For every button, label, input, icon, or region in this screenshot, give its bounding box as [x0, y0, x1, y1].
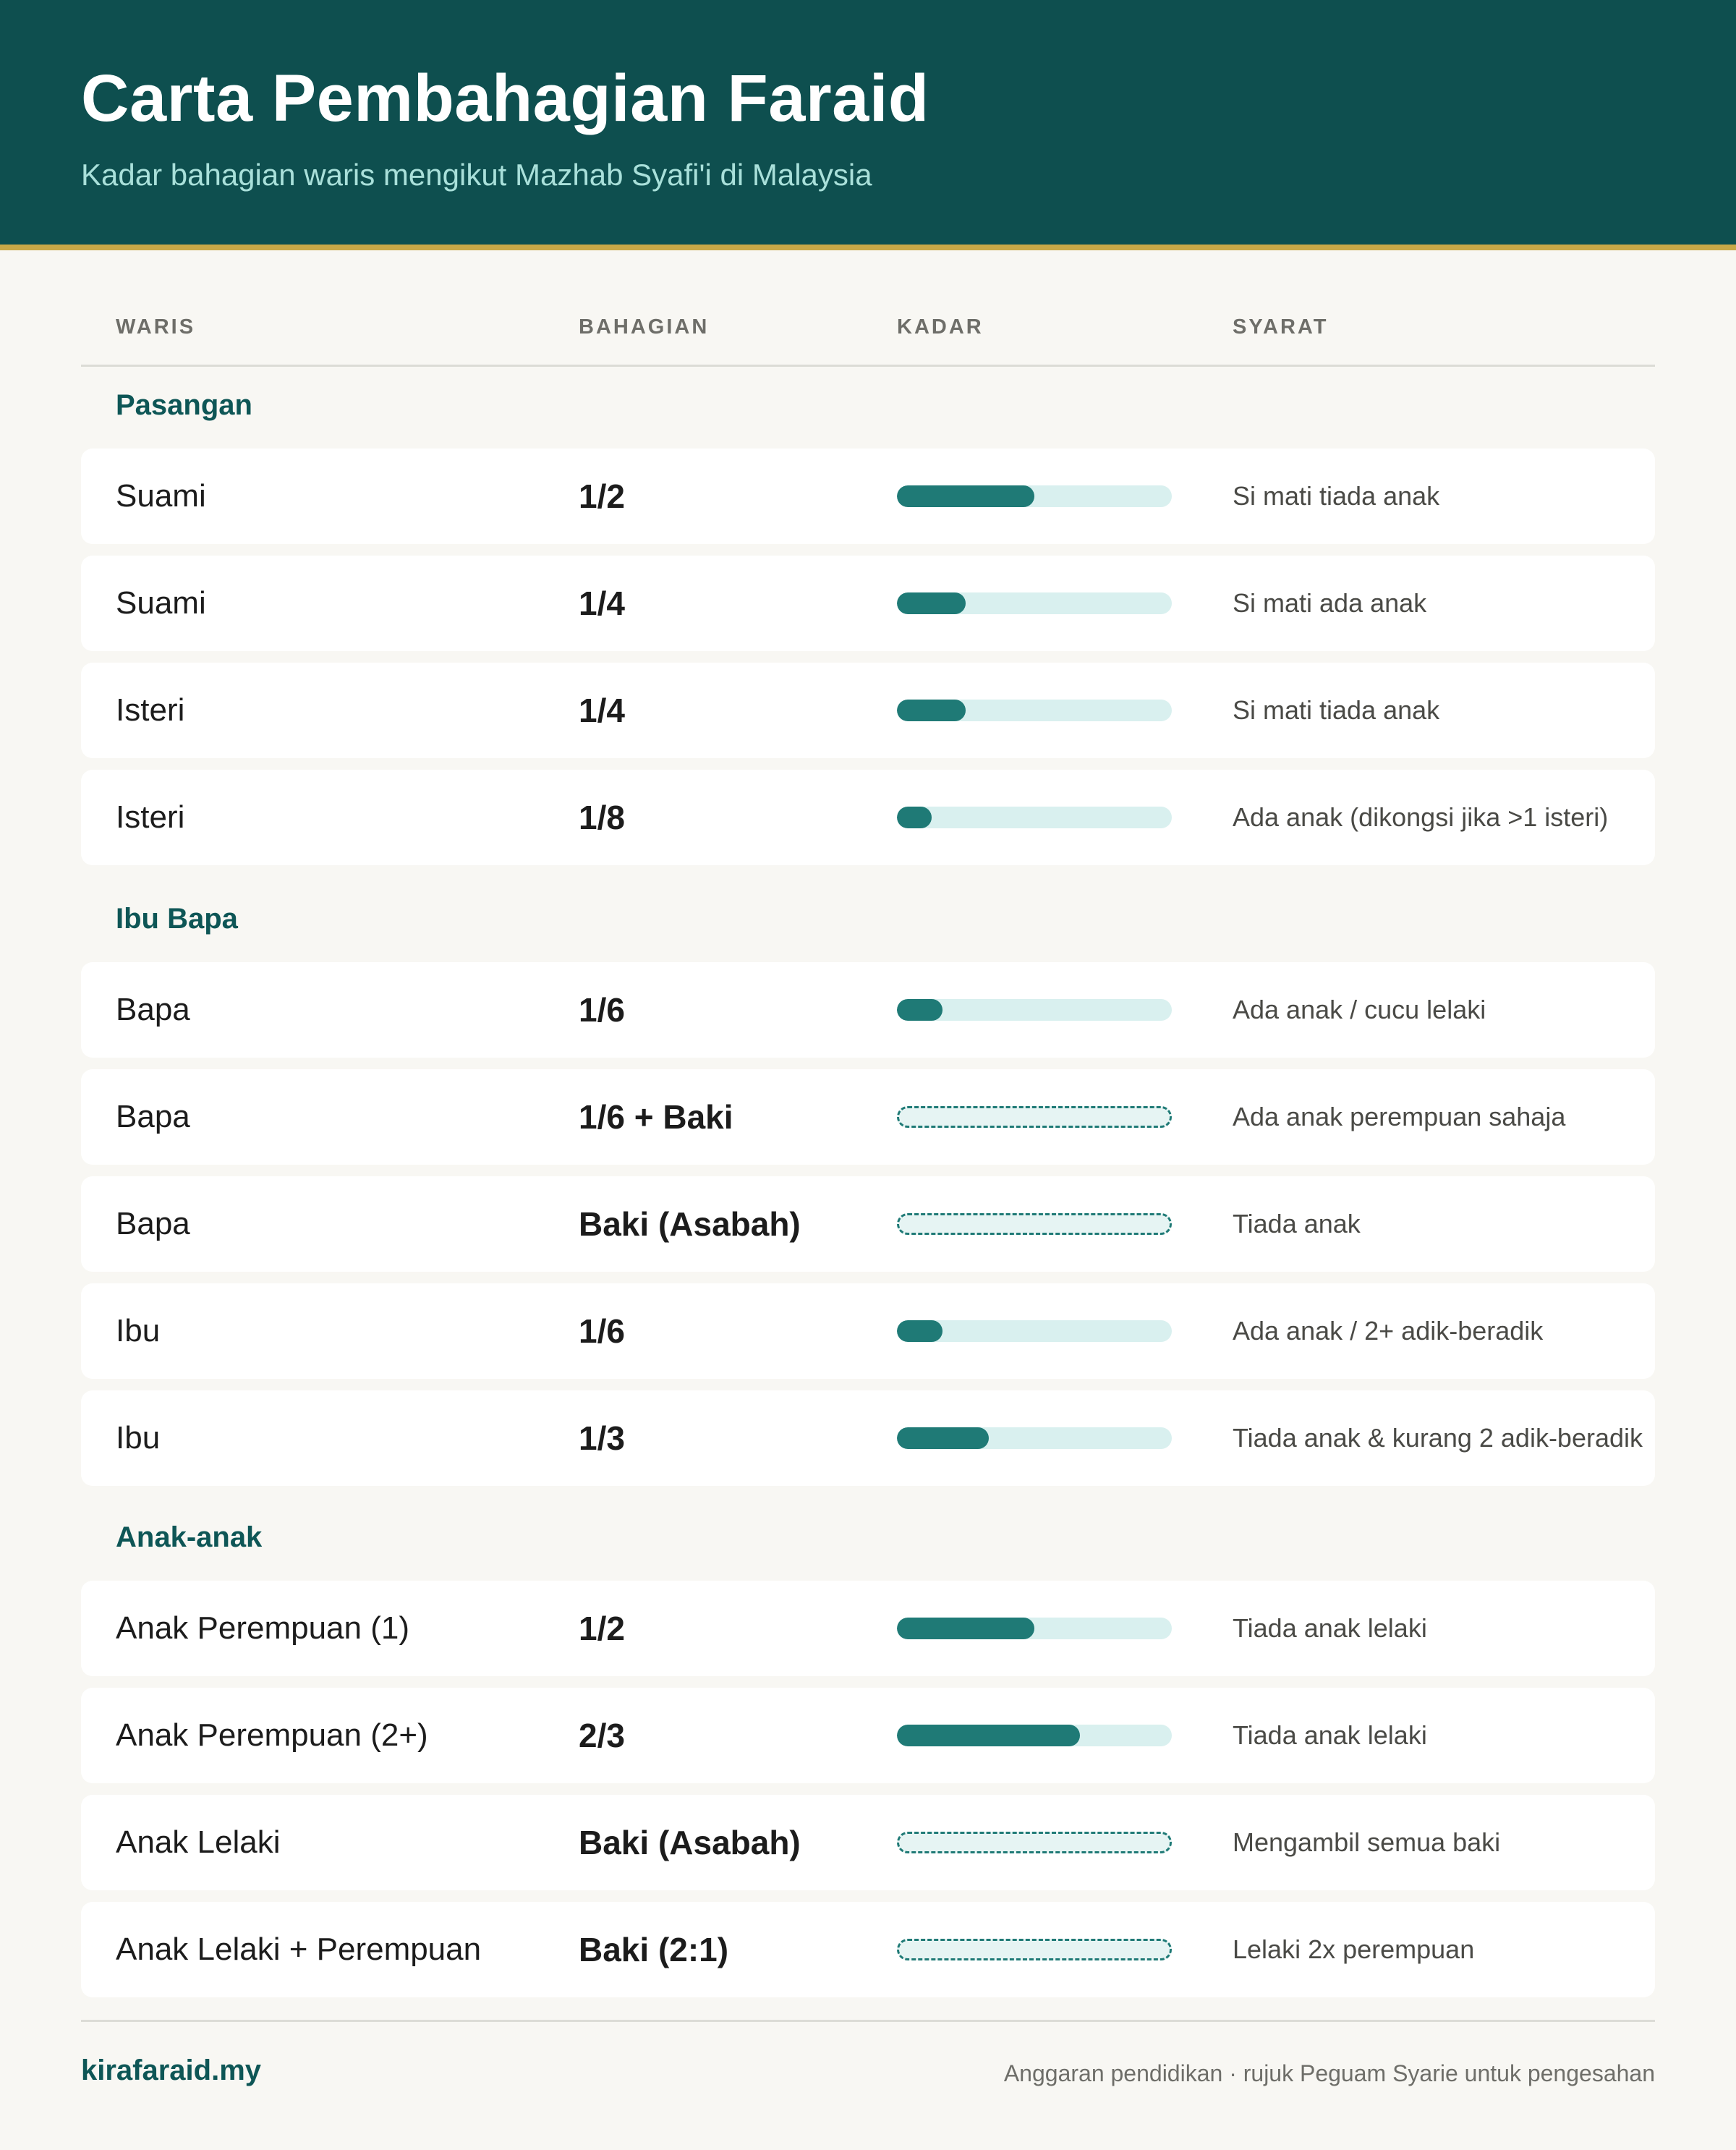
table-row [81, 1581, 1655, 1676]
header-banner [0, 0, 1736, 245]
share-bar-track [897, 807, 1172, 828]
share-value: 1/8 [579, 799, 625, 836]
share-bar-fill [897, 485, 1034, 507]
footer-divider [81, 2020, 1655, 2022]
share-bar-fill [897, 1725, 1080, 1746]
column-header-heir: WARIS [116, 315, 196, 339]
heir-label: Ibu [116, 1420, 161, 1456]
heir-label: Bapa [116, 992, 190, 1027]
heir-label: Anak Lelaki + Perempuan [116, 1932, 482, 1967]
table-row [81, 770, 1655, 865]
condition-text: Si mati tiada anak [1233, 695, 1440, 725]
condition-text: Ada anak / 2+ adik-beradik [1233, 1316, 1544, 1346]
table-row [81, 449, 1655, 544]
column-header-rate: KADAR [897, 315, 984, 339]
share-value: Baki (2:1) [579, 1931, 729, 1968]
share-bar-track [897, 592, 1172, 614]
residual-bar [897, 1106, 1172, 1128]
condition-text: Si mati tiada anak [1233, 481, 1440, 511]
heir-label: Anak Perempuan (1) [116, 1610, 409, 1646]
column-header-condition: SYARAT [1233, 315, 1329, 339]
footer-brand: kirafaraid.my [81, 2055, 262, 2086]
header-divider [81, 365, 1655, 367]
heir-label: Suami [116, 478, 206, 514]
heir-label: Isteri [116, 799, 185, 835]
share-bar-track [897, 485, 1172, 507]
table-row [81, 1390, 1655, 1486]
share-value: 1/6 [579, 1312, 625, 1350]
share-value: 1/2 [579, 1610, 625, 1647]
table-row [81, 556, 1655, 651]
condition-text: Mengambil semua baki [1233, 1827, 1501, 1857]
table-row [81, 1795, 1655, 1890]
share-value: 1/3 [579, 1419, 625, 1457]
share-bar-fill [897, 592, 966, 614]
heir-label: Isteri [116, 692, 185, 728]
table-row [81, 962, 1655, 1058]
share-bar-fill [897, 807, 932, 828]
residual-bar [897, 1213, 1172, 1235]
table-row [81, 1283, 1655, 1379]
condition-text: Tiada anak [1233, 1209, 1361, 1238]
condition-text: Ada anak perempuan sahaja [1233, 1102, 1566, 1131]
heir-label: Bapa [116, 1206, 190, 1241]
group-label: Pasangan [116, 389, 252, 421]
share-bar-track [897, 700, 1172, 721]
share-value: 1/2 [579, 477, 625, 515]
heir-label: Ibu [116, 1313, 161, 1348]
heir-label: Anak Perempuan (2+) [116, 1717, 428, 1753]
share-value: Baki (Asabah) [579, 1205, 801, 1243]
condition-text: Tiada anak & kurang 2 adik-beradik [1233, 1423, 1643, 1453]
table-row [81, 1176, 1655, 1272]
condition-text: Si mati ada anak [1233, 588, 1427, 618]
share-bar-track [897, 1427, 1172, 1449]
condition-text: Lelaki 2x perempuan [1233, 1934, 1475, 1964]
share-value: 1/4 [579, 585, 625, 622]
heir-label: Bapa [116, 1099, 190, 1134]
column-header-share: BAHAGIAN [579, 315, 710, 339]
share-bar-fill [897, 700, 966, 721]
share-bar-fill [897, 1320, 943, 1342]
share-value: 1/4 [579, 692, 625, 729]
share-bar-fill [897, 1427, 989, 1449]
share-value: 2/3 [579, 1717, 625, 1754]
table-row [81, 663, 1655, 758]
share-bar-fill [897, 1618, 1034, 1639]
share-bar-track [897, 1725, 1172, 1746]
heir-label: Suami [116, 585, 206, 621]
group-label: Anak-anak [116, 1521, 263, 1553]
share-bar-track [897, 999, 1172, 1021]
share-value: Baki (Asabah) [579, 1824, 801, 1861]
group-label: Ibu Bapa [116, 903, 238, 935]
heir-label: Anak Lelaki [116, 1824, 281, 1860]
table-row [81, 1069, 1655, 1165]
table-row [81, 1902, 1655, 1997]
share-bar-fill [897, 999, 943, 1021]
condition-text: Tiada anak lelaki [1233, 1720, 1427, 1750]
share-value: 1/6 [579, 991, 625, 1029]
residual-bar [897, 1939, 1172, 1960]
header-accent-rule [0, 245, 1736, 250]
share-value: 1/6 + Baki [579, 1098, 733, 1136]
page-subtitle: Kadar bahagian waris mengikut Mazhab Syafi'i di Malaysia [81, 158, 872, 192]
table-row [81, 1688, 1655, 1783]
share-bar-track [897, 1618, 1172, 1639]
page-title: Carta Pembahagian Faraid [81, 61, 929, 135]
condition-text: Ada anak (dikongsi jika >1 isteri) [1233, 802, 1609, 832]
residual-bar [897, 1832, 1172, 1853]
share-bar-track [897, 1320, 1172, 1342]
footer-note: Anggaran pendidikan · rujuk Peguam Syarie untuk pengesahan [1003, 2060, 1655, 2086]
condition-text: Tiada anak lelaki [1233, 1613, 1427, 1643]
condition-text: Ada anak / cucu lelaki [1233, 995, 1486, 1024]
